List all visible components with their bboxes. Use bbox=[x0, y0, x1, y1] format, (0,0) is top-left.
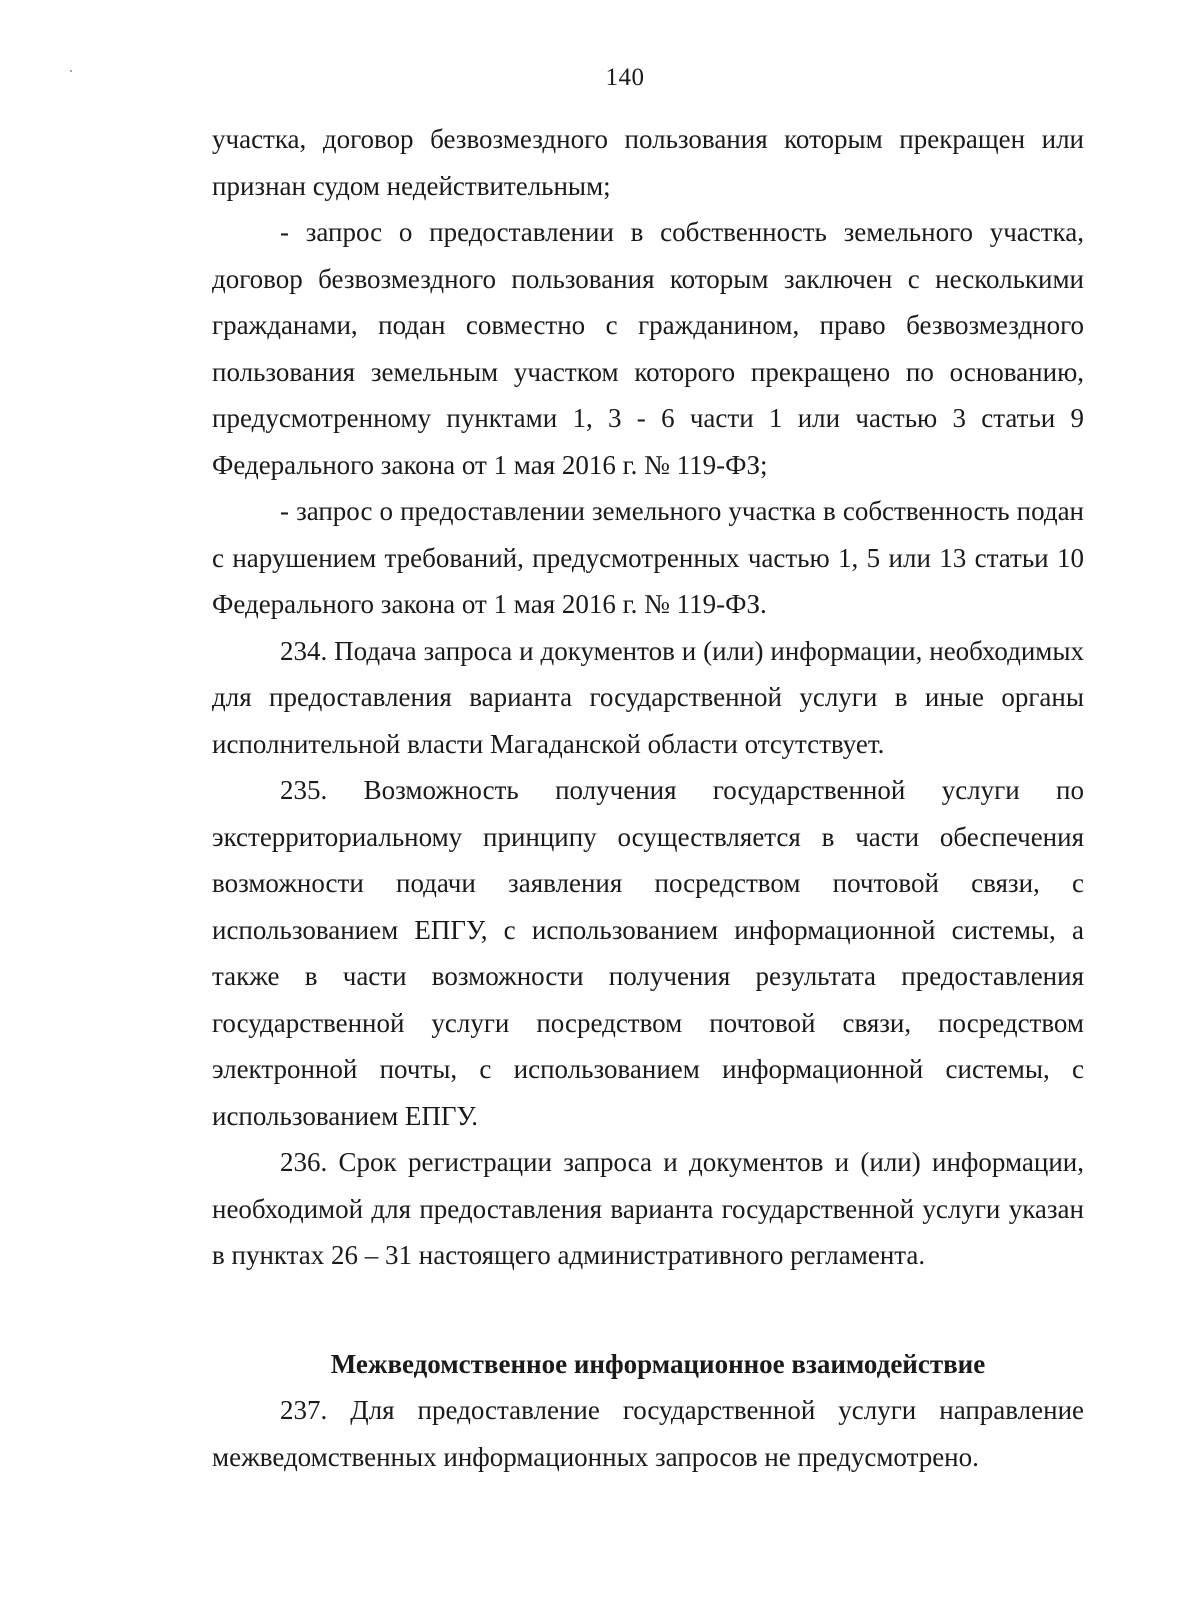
paragraph-continuation: участка, договор безвозмездного пользования которым прекращен или признан судом недействительным; bbox=[212, 124, 1084, 201]
paragraph-235: 235. Возможность получения государственной услуги по экстерриториальному принципу осуществляется в части обеспечения возможности подачи заявления посредством почтовой связи, с использованием ЕПГУ, с использованием информационной системы, а также в части возможности получения результата предоставления государственной услуги посредством почтовой связи, посредством электронной почты, с использованием информационной системы, с использованием ЕПГУ. bbox=[212, 775, 1084, 1131]
paragraph-bullet-joint-request: - запрос о предоставлении в собственность земельного участка, договор безвозмездного пользования которым заключен с несколькими гражданами, подан совместно с гражданином, право безвозмездного пользования земельным участком которого прекращено по основанию, предусмотренному пунктами 1, 3 - 6 части 1 или частью 3 статьи 9 Федерального закона от 1 мая 2016 г. № 119-ФЗ; bbox=[212, 217, 1084, 480]
paragraph-236: 236. Срок регистрации запроса и документов и (или) информации, необходимой для предоставления варианта государственной услуги указан в пунктах 26 – 31 настоящего административного регламента. bbox=[212, 1147, 1084, 1270]
document-body bbox=[212, 116, 1084, 1480]
paragraph-bullet-violation: - запрос о предоставлении земельного участка в собственность подан с нарушением требований, предусмотренных частью 1, 5 или 13 статьи 10 Федерального закона от 1 мая 2016 г. № 119-ФЗ. bbox=[212, 496, 1084, 619]
page-number: 140 bbox=[605, 64, 645, 91]
paragraph-237: 237. Для предоставление государственной услуги направление межведомственных информационных запросов не предусмотрено. bbox=[212, 1395, 1084, 1472]
section-heading: Межведомственное информационное взаимодействие bbox=[330, 1348, 986, 1379]
paragraph-234: 234. Подача запроса и документов и (или) информации, необходимых для предоставления варианта государственной услуги в иные органы исполнительной власти Магаданской области отсутствует. bbox=[212, 635, 1084, 759]
